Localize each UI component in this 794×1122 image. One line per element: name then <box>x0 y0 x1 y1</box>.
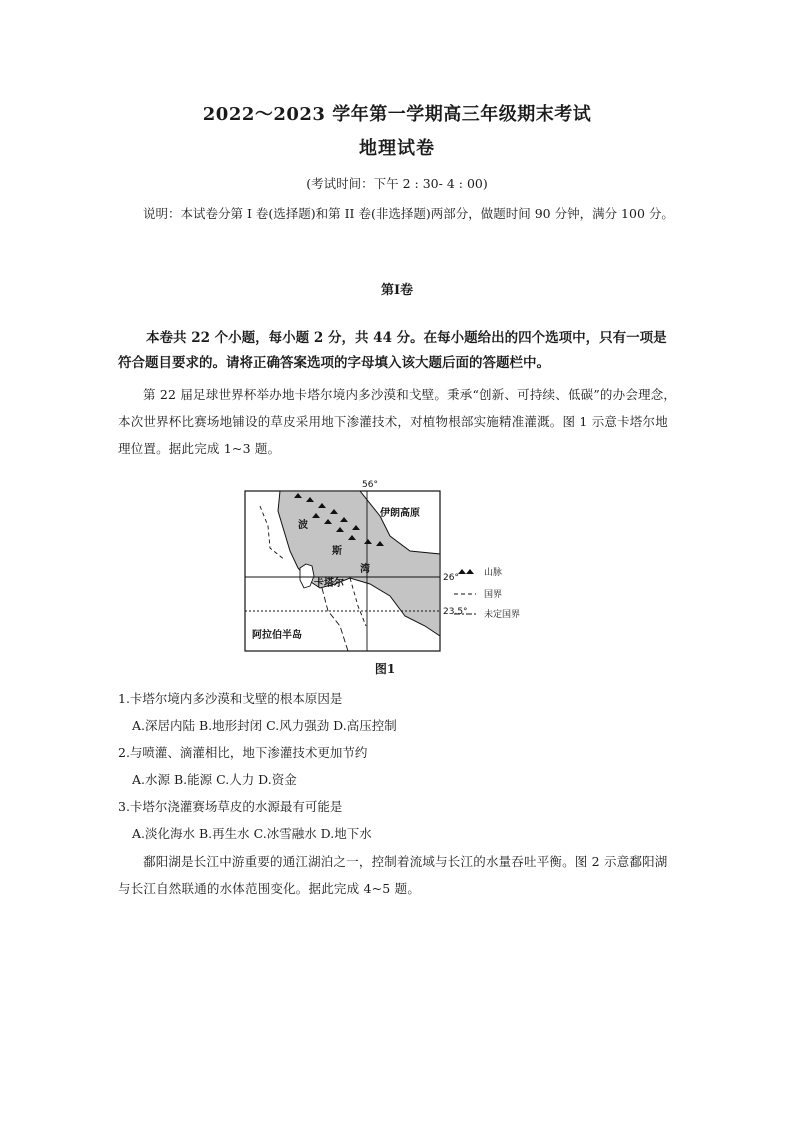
legend-label: 山脉 <box>484 568 503 578</box>
map-label-lat-23-5: 23.5° <box>443 607 468 617</box>
legend-label: 未定国界 <box>484 610 521 620</box>
legend-mountain-icon <box>458 569 474 574</box>
question-2: 2.与喷灌、滴灌相比，地下渗灌技术更加节约 <box>118 745 368 760</box>
map-label-lat-26: 26° <box>443 573 459 583</box>
exam-title: 2022～2023 学年第一学期高三年级期末考试 <box>202 104 592 125</box>
qatar-location-map <box>240 476 530 684</box>
exam-time: (考试时间：下午 2 : 30- 4 : 00) <box>306 176 488 191</box>
legend-label: 国界 <box>484 590 503 600</box>
map-label-iranian-plateau: 伊朗高原 <box>380 508 420 519</box>
section-title: 第Ⅰ卷 <box>380 283 414 298</box>
section-instructions: 本卷共 22 个小题，每小题 2 分，共 44 分。在每小题给出的四个选项中，只有一项是符合题目要求的。请将正确答案选项的字母填入该大题后面的答题栏中。 <box>118 330 667 371</box>
map-label-gulf-1: 波 <box>298 520 308 531</box>
question-1: 1.卡塔尔境内多沙漠和戈壁的根本原因是 <box>118 691 343 706</box>
map-label-longitude: 56° <box>362 480 378 490</box>
question-2-options: A.水源 B.能源 C.人力 D.资金 <box>132 772 297 787</box>
instructions: 说明：本试卷分第 I 卷(选择题)和第 II 卷(非选择题)两部分，做题时间 90 分钟，满分 100 分。 <box>143 206 674 221</box>
question-3-options: A.淡化海水 B.再生水 C.冰雪融水 D.地下水 <box>132 826 372 841</box>
map-label-qatar: 卡塔尔 <box>314 578 344 589</box>
figure-1-caption: 图1 <box>374 662 396 676</box>
question-3: 3.卡塔尔浇灌赛场草皮的水源最有可能是 <box>118 799 343 814</box>
map-label-arabian-peninsula: 阿拉伯半岛 <box>252 630 302 641</box>
passage-2: 鄱阳湖是长江中游重要的通江湖泊之一，控制着流域与长江的水量吞吐平衡。图 2 示意鄱阳湖与长江自然联通的水体范围变化。据此完成 4~5 题。 <box>118 854 668 896</box>
subject-title: 地理试卷 <box>359 138 435 159</box>
map-label-gulf-2: 斯 <box>332 546 342 557</box>
question-1-options: A.深居内陆 B.地形封闭 C.风力强劲 D.高压控制 <box>132 718 397 733</box>
passage-1: 第 22 届足球世界杯举办地卡塔尔境内多沙漠和戈壁。秉承“创新、可持续、低碳”的办会理念，本次世界杯比赛场地铺设的草皮采用地下渗灌技术，对植物根部实施精准灌溉。图 1 示意卡塔尔地理位置。据此完成 1~3 题。 <box>118 387 677 456</box>
map-label-gulf-3: 湾 <box>360 564 370 575</box>
